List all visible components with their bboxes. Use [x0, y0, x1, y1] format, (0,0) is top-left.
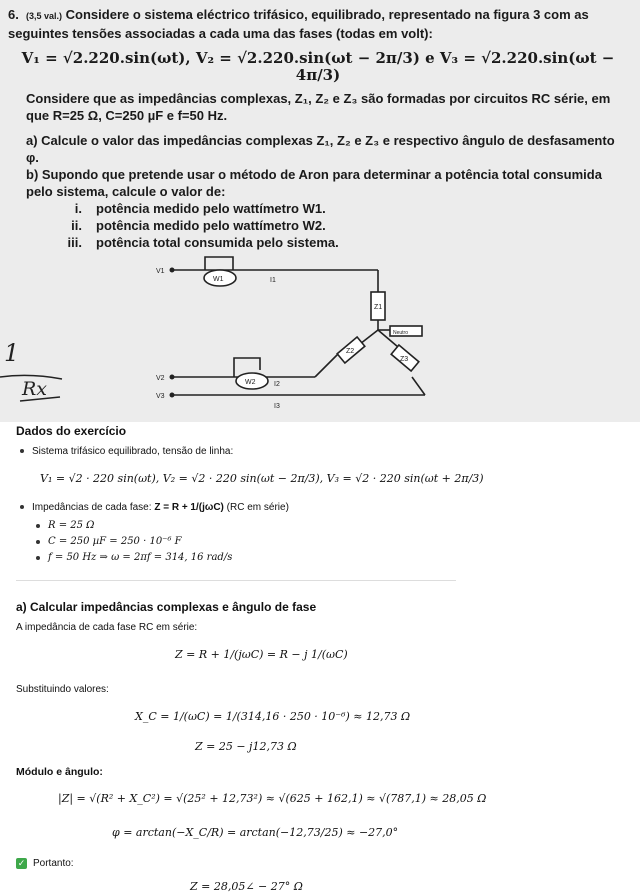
sub-item-number: ii.	[71, 218, 82, 233]
impedance-intro: A impedância de cada fase RC em série:	[16, 622, 198, 633]
sub-item-number: i.	[74, 201, 82, 216]
answer-title: Dados do exercício	[16, 424, 127, 438]
w1-label: W1	[213, 276, 224, 283]
xc-formula: X_C = 1/(ωC) = 1/(314,16 · 250 · 10⁻⁶) ≈ 12,73 Ω	[135, 710, 411, 723]
z3-label: Z3	[400, 356, 409, 363]
impedance-statement: Considere que as impedâncias complexas, Z₁, Z₂ e Z₃ são formadas por circuitos RC série, em que R=25 Ω, C=250 µF e f=50 Hz.	[26, 91, 611, 123]
voltage-equations: V₁ = √2.220.sin(ωt), V₂ = √2.220.sin(ωt − 2π/3) e V₃ = √2.220.sin(ωt − 4π/3)	[21, 49, 615, 84]
substitution-text: Substituindo valores:	[16, 684, 109, 695]
modulo-equation: |Z| = √(R² + X_C²) = √(25² + 12,73²) ≈ √(625 + 162,1) ≈ √(787,1) ≈ 28,05 Ω	[58, 792, 487, 805]
handwritten-notes	[0, 335, 90, 422]
question-block	[8, 6, 628, 251]
bullet-dot	[36, 556, 40, 560]
portanto-line	[16, 858, 74, 869]
i1-label: I1	[270, 277, 276, 284]
circuit-diagram	[150, 252, 450, 420]
bullet-system	[20, 446, 233, 457]
part-a: a) Calcule o valor das impedâncias complexas Z₁, Z₂ e Z₃ e respectivo ângulo de desfasamento φ.	[26, 133, 615, 165]
param-text: f = 50 Hz ⇒ ω = 2πf = 314, 16 rad/s	[48, 552, 233, 563]
sub-item-number: iii.	[67, 235, 82, 250]
portanto-text: Portanto:	[33, 858, 74, 869]
sub-item-text: potência total consumida pelo sistema.	[96, 235, 339, 250]
param-c	[36, 536, 182, 547]
v3-label: V3	[156, 393, 165, 400]
bullet-dot	[36, 540, 40, 544]
sub-item	[8, 200, 628, 217]
question-number: 6.	[8, 7, 19, 22]
voltages-equation: V₁ = √2 · 220 sin(ωt), V₂ = √2 · 220 sin(ωt − 2π/3), V₃ = √2 · 220 sin(ωt + 2π/3)	[40, 472, 484, 485]
bullet-text: Impedâncias de cada fase:	[32, 502, 155, 513]
phi-equation: φ = arctan(−X_C/R) = arctan(−12,73/25) ≈ −27,0°	[112, 826, 399, 839]
modulo-title: Módulo e ângulo:	[16, 766, 103, 778]
sub-item-text: potência medido pelo wattímetro W2.	[96, 218, 326, 233]
z1-label: Z1	[374, 304, 383, 311]
v1-label: V1	[156, 268, 165, 275]
bullet-bold: Z = R + 1/(jωC)	[154, 502, 224, 513]
bullet-suffix: (RC em série)	[223, 502, 289, 513]
w2-label: W2	[245, 379, 256, 386]
bullet-text: Sistema trifásico equilibrado, tensão de linha:	[32, 446, 234, 457]
z2-label: Z2	[346, 348, 355, 355]
sub-item	[8, 217, 628, 234]
answer-section	[0, 422, 640, 894]
z-formula: Z = R + 1/(jωC) = R − j 1/(ωC)	[175, 648, 348, 661]
section-a-title: a) Calcular impedâncias complexas e ângulo de fase	[16, 600, 317, 614]
question-marks: (3,5 val.)	[26, 11, 63, 21]
checkmark-icon: ✓	[17, 858, 26, 868]
param-f	[36, 552, 232, 563]
bullet-dot	[20, 449, 24, 453]
handwritten-rx: Rx	[22, 378, 48, 400]
i3-label: I3	[274, 403, 280, 410]
bullet-dot	[20, 505, 24, 509]
exam-photo	[0, 0, 640, 422]
i2-label: I2	[274, 381, 280, 388]
sub-item-text: potência medido pelo wattímetro W1.	[96, 201, 326, 216]
divider	[16, 580, 456, 581]
v2-label: V2	[156, 375, 165, 382]
bullet-impedances	[20, 502, 289, 513]
question-intro: Considere o sistema eléctrico trifásico, equilibrado, representado na figura 3 com as seguintes tensões associadas a cada uma das fases (todas em volt):	[8, 7, 589, 41]
part-b: b) Supondo que pretende usar o método de Aron para determinar a potência total consumida pelo sistema, calcule o valor de:	[26, 167, 602, 199]
neutro-label: Neutro	[393, 330, 409, 336]
sub-item	[8, 234, 628, 251]
z-value: Z = 25 − j12,73 Ω	[195, 740, 297, 753]
bullet-dot	[36, 524, 40, 528]
param-text: C = 250 µF = 250 · 10⁻⁶ F	[48, 536, 182, 547]
final-result: Z = 28,05∠ − 27° Ω	[190, 880, 303, 893]
param-r	[36, 520, 94, 531]
handwritten-mark: 1	[4, 339, 20, 367]
param-text: R = 25 Ω	[48, 520, 95, 531]
